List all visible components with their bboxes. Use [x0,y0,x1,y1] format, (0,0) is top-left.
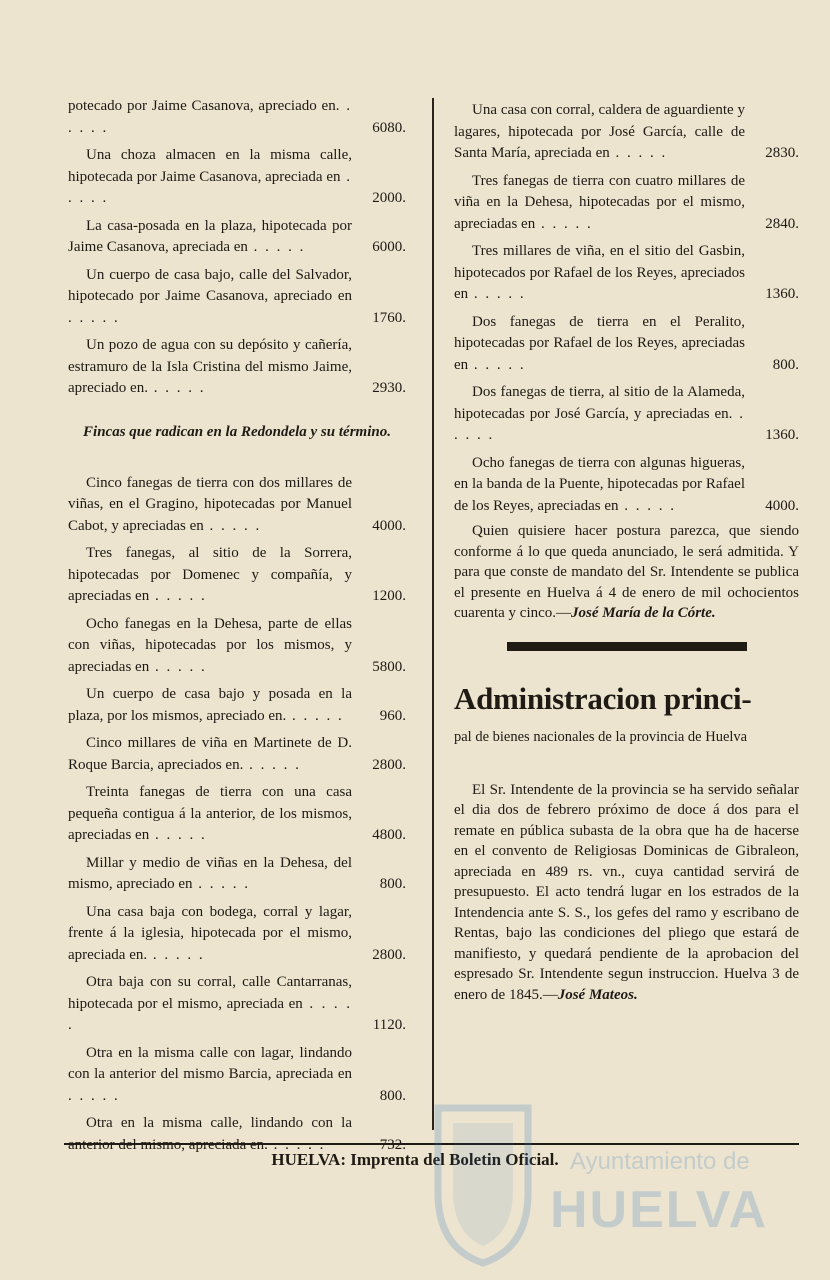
entry-text-block [68,853,352,896]
leader-dots: . . . . . [468,286,526,302]
entry-description: Una casa baja con bodega, corral y lagar, frente á la iglesia, hipotecada por el mismo, apreciada en. [68,903,352,963]
entry-amount: 2830. [765,145,799,161]
entry-text-block [454,100,745,165]
entry-text-block [68,216,352,259]
leader-dots: . . . . . [68,1087,120,1104]
ledger-entry [68,335,406,400]
entry-amount: 1360. [765,286,799,302]
entry-amount: 2840. [765,215,799,232]
leader-dots: . . . . . [203,517,262,534]
entry-description: Un cuerpo de casa bajo y posada en la plaza, por los mismos, apreciado en. [68,686,352,724]
entry-amount: 960. [379,707,406,724]
entry-description: Una choza almacen en la misma calle, hipotecada por Jaime Casanova, apreciada en [68,147,352,185]
leader-dots: . . . . . [192,876,251,892]
entry-amount: 2800. [372,756,406,773]
entry-text-block [454,241,745,306]
ledger-entry [454,241,799,306]
leader-dots: . . . . . [68,309,120,326]
entry-description: Ocho fanegas de tierra con algunas higueras, en la banda de la Puente, hipotecadas por Rafael de los Reyes, apreciadas en [454,454,745,514]
entry-description: Un pozo de agua con su depósito y cañería, estramuro de la Isla Cristina del mismo Jaime, apreciado en. [68,337,352,396]
entry-amount: 2000. [372,190,406,206]
entry-description: Otra en la misma calle, lindando con la [86,1115,352,1131]
admin-title: Administracion princi- [454,680,752,716]
ledger-entry [454,171,799,236]
left-entries-top [68,96,406,400]
entry-text-block [454,312,745,377]
entry-amount: 1200. [372,588,406,604]
closing-text: Quien quisiere hacer postura parezca, que siendo conforme á lo que queda anunciado, le será admitida. Y para que conste de mandato del Sr. Intendente se publica el presente en Huelva á 4 de enero de mil ochocientos cuarenta y cinco.— [454,523,799,621]
notice-signature: José Mateos. [557,986,638,1003]
ledger-entry [68,265,406,330]
entry-description: Millar y medio de viñas en la Dehesa, del mismo, apreciado en [68,854,352,892]
closing-paragraph [454,521,799,624]
leader-dots: . . . . . [454,405,746,443]
column-divider [432,98,434,1130]
leader-dots: . . . . . [149,827,207,843]
leader-dots: . . . . . [468,356,526,373]
entry-amount: 6080. [372,119,406,136]
ledger-entry [68,145,406,210]
section-heading: Fincas que radican en la Redondela y su término. [83,423,391,440]
entry-text-block [68,96,352,139]
leader-dots: . . . . . [68,168,353,206]
entry-text-block [68,1043,352,1108]
entry-text-block [68,902,352,967]
left-column [68,96,406,1162]
leader-dots: . . . . . [535,215,593,232]
leader-dots: . . . . . [618,497,677,514]
right-entries [454,100,799,517]
leader-dots: . . . . . [149,658,207,675]
entry-text-block [68,265,352,330]
ledger-entry [454,100,799,165]
entry-text-block [68,335,352,400]
left-entries-bottom [68,473,406,1157]
ledger-entry [68,972,406,1037]
entry-amount: 1120. [372,1017,406,1033]
entry-text-block [68,972,352,1037]
entry-description: potecado por Jaime Casanova, apreciado en. [68,98,340,114]
entry-text-block [454,453,745,518]
shield-icon [428,1098,538,1268]
leader-dots: . . . . . [147,380,206,396]
ledger-entry [68,473,406,538]
entry-description: Una casa con corral, caldera de aguardiente y lagares, hipotecada por José García, calle de Santa María, apreciada en [454,102,745,161]
entry-description: Tres fanegas, al sitio de la Sorrera, hipotecadas por Domenec y compañía, y apreciadas en [68,545,352,604]
entry-description: Cinco millares de viña en Martinete de D. Roque Barcia, apreciados en. [68,735,352,773]
notice-paragraph [454,780,799,1006]
right-column [454,100,799,1005]
entry-description: Tres millares de viña, en el sitio del Gasbin, hipotecados por Rafael de los Reyes, apreciados en [454,243,745,302]
ledger-entry [454,382,799,447]
ledger-entry [454,453,799,518]
ornamental-divider [507,642,747,651]
ledger-entry [68,853,406,896]
entry-amount: 5800. [372,658,406,675]
entry-description: La casa-posada en la plaza, hipotecada por Jaime Casanova, apreciada en [68,217,352,255]
leader-dots: . . . . . [609,145,668,161]
entry-text-block [68,473,352,538]
entry-description: Tres fanegas de tierra con cuatro millares de viña en la Dehesa, hipotecadas por el mismo, apreciadas en [454,172,745,232]
entry-description: Dos fanegas de tierra en el Peralito, hipotecadas por Rafael de los Reyes, apreciadas en [454,313,745,373]
entry-description: Treinta fanegas de tierra con una casa pequeña contigua á la anterior, de los mismos, apreciadas en [68,784,352,843]
admin-subtitle: pal de bienes nacionales de la provincia de Huelva [454,728,748,745]
leader-dots: . . . . . [68,98,353,136]
entry-amount: 2800. [372,946,406,963]
leader-dots: . . . . . [286,707,344,724]
ledger-entry [68,902,406,967]
entry-description: Un cuerpo de casa bajo, calle del Salvador, hipotecado por Jaime Casanova, apreciado en [68,266,352,304]
closing-signature: José María de la Córte. [571,605,716,621]
ledger-entry [68,216,406,259]
ledger-entry [68,543,406,608]
entry-text-block [68,782,352,847]
watermark-line2: HUELVA [550,1181,769,1239]
leader-dots: . . . . . [149,588,207,604]
ledger-entry [68,782,406,847]
leader-dots: . . . . . [243,756,301,773]
ledger-entry [68,96,406,139]
entry-amount: 4000. [765,497,799,514]
ledger-entry [68,614,406,679]
entry-amount: 4000. [372,517,406,534]
entry-amount: 4800. [372,827,406,843]
entry-amount: 1360. [765,427,799,443]
entry-text-block [454,171,745,236]
entry-text-block [68,145,352,210]
entry-description: Ocho fanegas en la Dehesa, parte de ellas con viñas, hipotecadas por los mismos, y apreciadas en [68,615,352,675]
ledger-entry [68,684,406,727]
entry-description: Otra en la misma calle con lagar, lindando con la anterior del mismo Barcia, apreciada en [68,1044,352,1082]
entry-description: Dos fanegas de tierra, al sitio de la Alameda, hipotecadas por José García, y apreciadas en. [454,384,745,422]
watermark-line1: Ayuntamiento de [570,1148,750,1175]
ledger-entry [68,1043,406,1108]
ledger-entry [454,312,799,377]
entry-text-block [68,543,352,608]
notice-text: El Sr. Intendente de la provincia se ha servido señalar el dia dos de febrero próximo de doce á dos para el remate en pública subasta de la obra que ha de hacerse en el convento de Religiosas Dominicas de Gibraleon, apreciada en 489 rs. vn., cuya cantidad servirá de presupuesto. El acto tendrá lugar en los estrados de la Intendencia ante S. S., los gefes del ramo y escribano de Rentas, bajo las condiciones del pliego que estará de manifiesto, y quedará pendiente de la aprobacion del espresado Sr. Intendente segun instruccion. Huelva 3 de enero de 1845.— [454,781,799,1003]
entry-text-block [68,733,352,776]
entry-amount: 800. [379,1087,406,1104]
entry-amount: 800. [772,356,799,373]
entry-amount: 800. [379,876,406,892]
footer-imprint: HUELVA: Imprenta del Boletin Oficial. [271,1150,559,1169]
ledger-entry [68,733,406,776]
entry-text-block [68,614,352,679]
entry-amount: 2930. [372,380,406,396]
watermark [420,1090,820,1270]
leader-dots: . . . . . [247,239,306,255]
leader-dots: . . . . . [147,946,205,963]
entry-text-block [68,684,352,727]
entry-amount: 1760. [372,309,406,326]
entry-description: Cinco fanegas de tierra con dos millares de viñas, en el Gragino, hipotecadas por Manuel Cabot, y apreciadas en [68,474,352,534]
entry-description: Otra baja con su corral, calle Cantarranas, hipotecada por el mismo, apreciada en [68,974,352,1012]
leader-dots: . . . . . [68,995,352,1033]
entry-text-block [454,382,745,447]
entry-amount: 6000. [372,239,406,255]
